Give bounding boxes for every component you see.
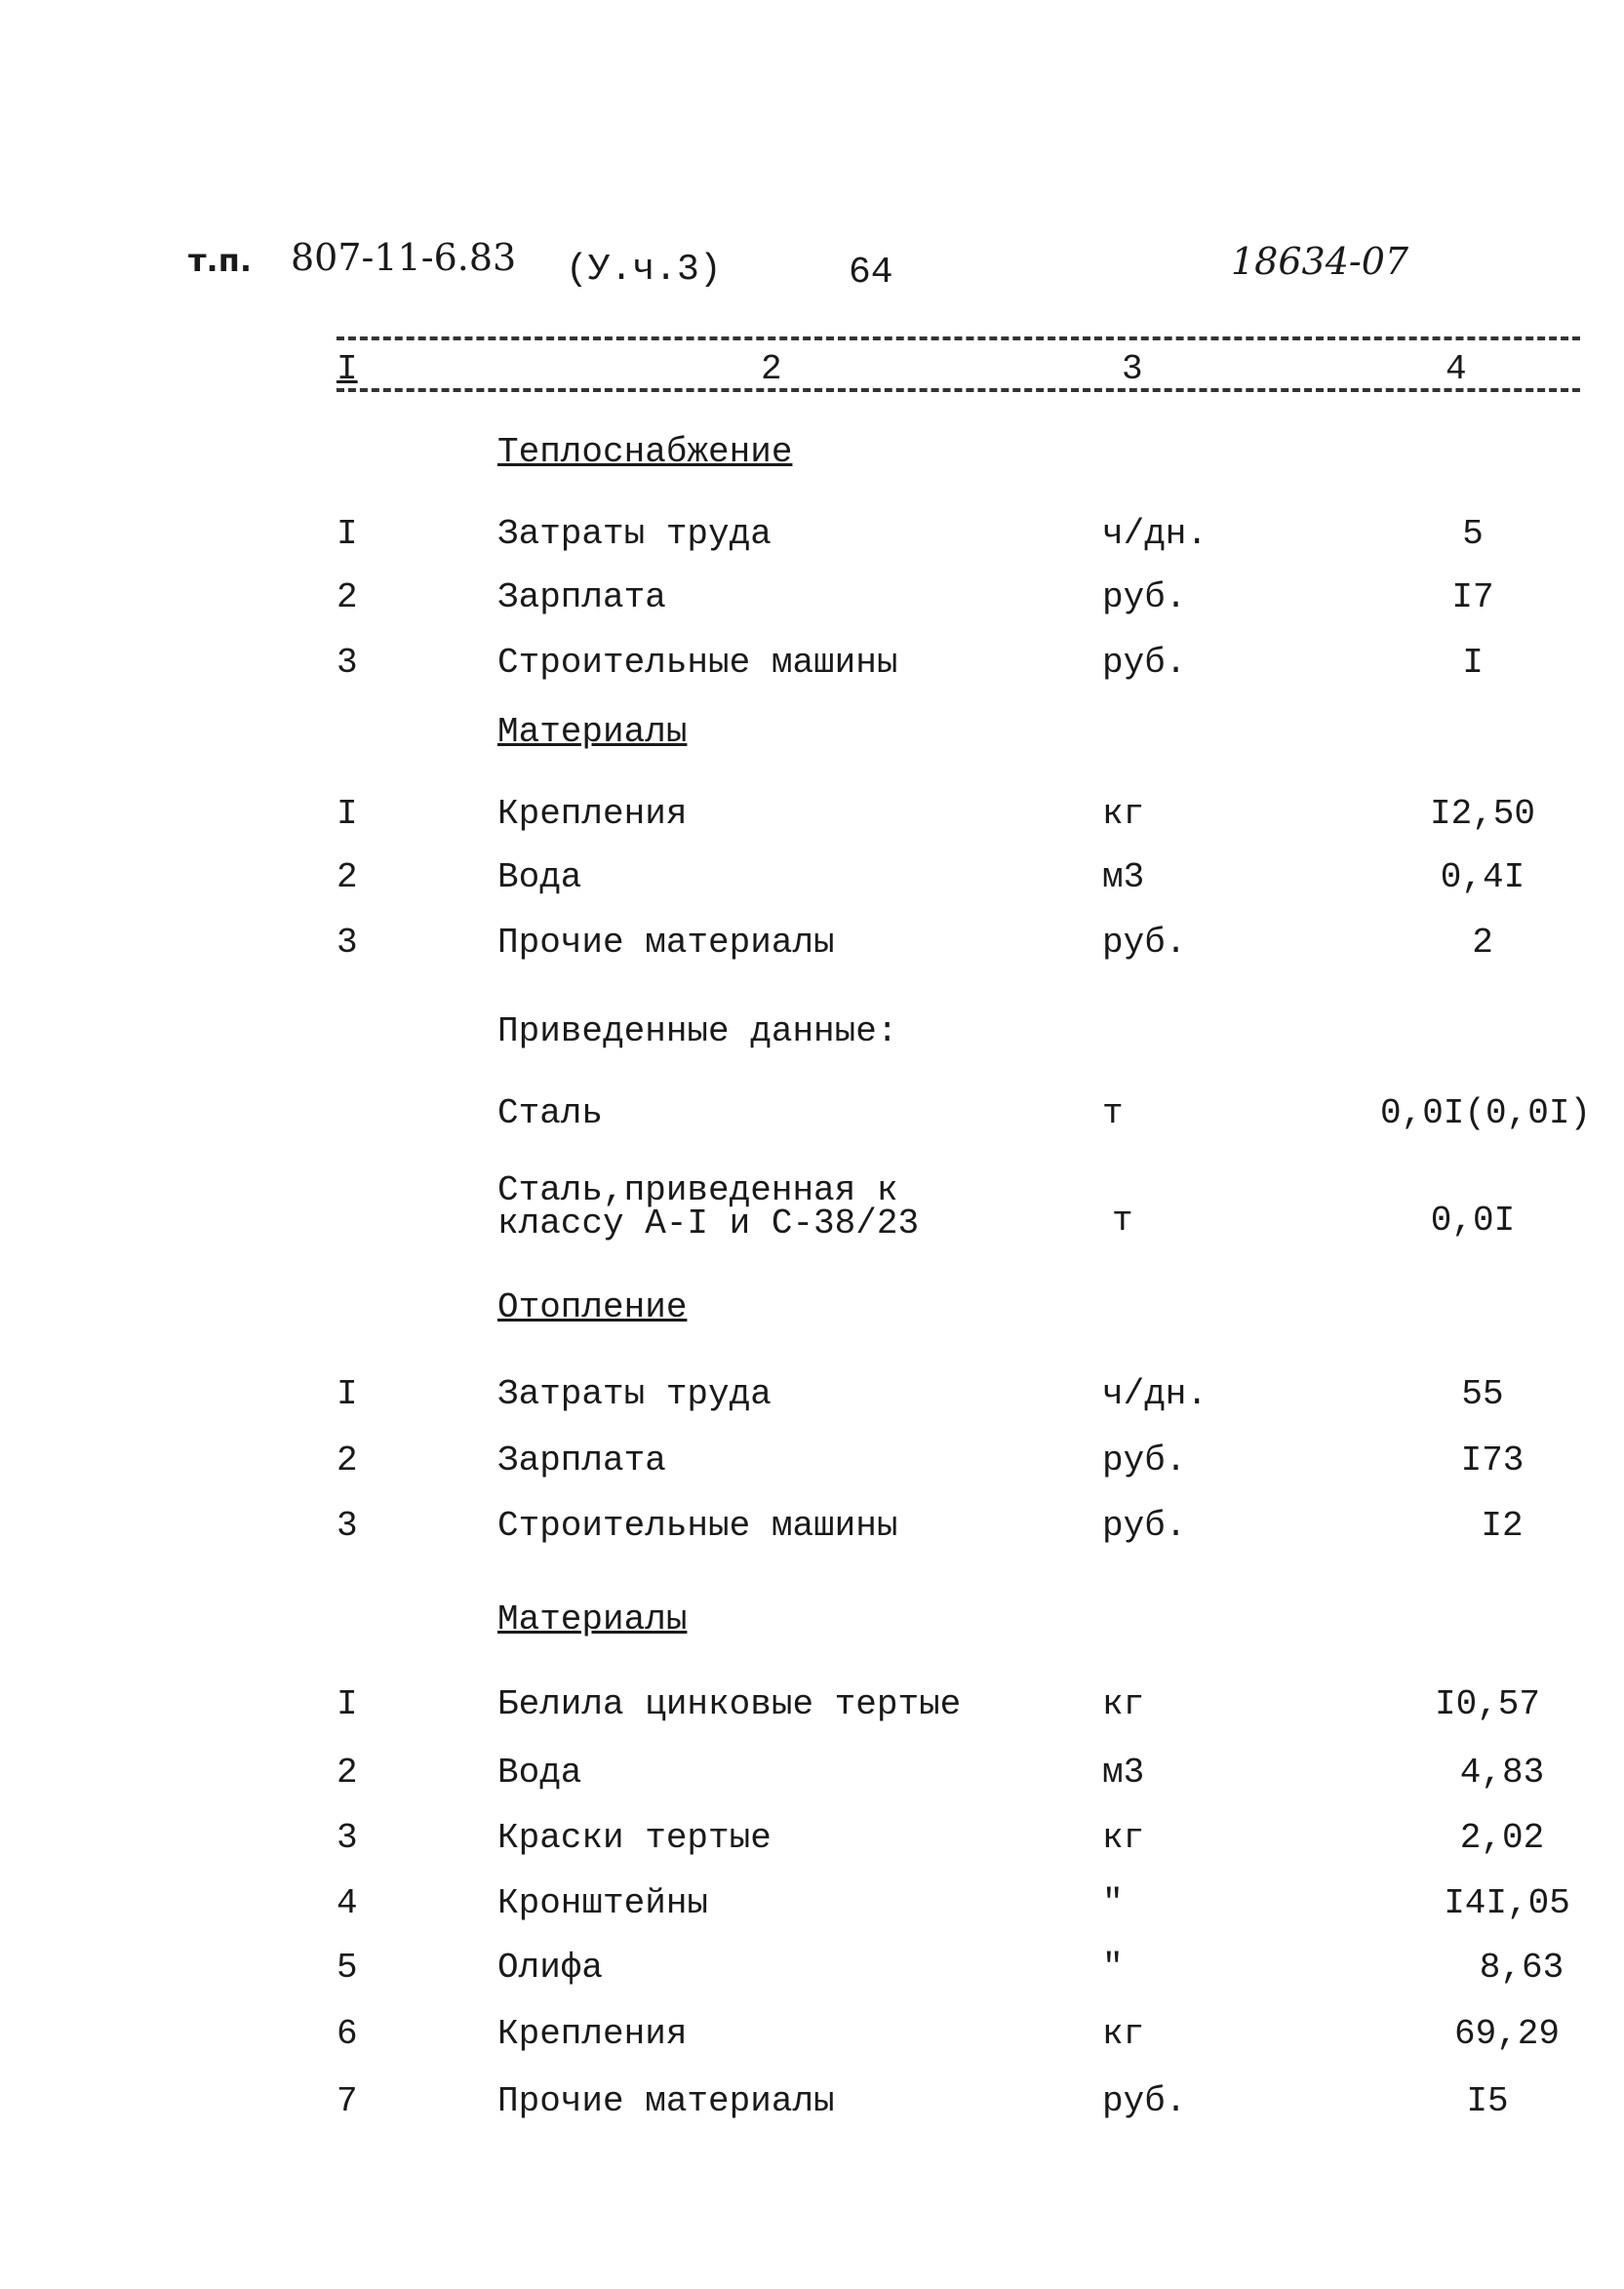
row-number: 2 xyxy=(337,1440,358,1480)
row-value: I xyxy=(1462,643,1484,683)
row-number: 2 xyxy=(337,577,358,617)
row-unit: кг xyxy=(1102,1818,1145,1858)
row-name: Строительные машины xyxy=(497,643,898,683)
column-number-1: I xyxy=(337,349,358,389)
row-value: 4,83 xyxy=(1459,1753,1545,1793)
row-value: 8,63 xyxy=(1479,1948,1565,1988)
row-value: I7 xyxy=(1451,577,1494,617)
page-number: 64 xyxy=(849,252,893,294)
reduced-data-title: Приведенные данные: xyxy=(497,1011,898,1051)
table-row xyxy=(0,515,1624,564)
row-number: 5 xyxy=(337,1948,358,1988)
table-row xyxy=(0,578,1624,627)
row-number: I xyxy=(337,794,358,834)
table-row xyxy=(0,1441,1624,1490)
row-unit: м3 xyxy=(1102,857,1145,897)
row-name: Белила цинковые тертые xyxy=(497,1684,962,1724)
table-row xyxy=(0,1094,1624,1143)
table-row xyxy=(0,2015,1624,2064)
header-top-rule xyxy=(337,336,1580,340)
row-unit: кг xyxy=(1102,1684,1145,1724)
row-name: Крепления xyxy=(497,2014,688,2054)
row-number: 7 xyxy=(337,2081,358,2121)
table-row xyxy=(0,2082,1624,2131)
row-value: 2 xyxy=(1472,923,1493,963)
row-unit: ч/дн. xyxy=(1102,514,1208,554)
row-unit: " xyxy=(1102,1948,1124,1988)
row-unit: т xyxy=(1102,1093,1124,1133)
row-number: 2 xyxy=(337,857,358,897)
row-value: I73 xyxy=(1460,1440,1525,1480)
row-unit: руб. xyxy=(1102,2081,1187,2121)
column-number-3: 3 xyxy=(1122,349,1143,389)
row-number: I xyxy=(337,1374,358,1414)
row-value: 5 xyxy=(1462,514,1484,554)
header-bottom-rule xyxy=(337,388,1580,392)
row-value: 0,4I xyxy=(1440,857,1525,897)
row-name: Вода xyxy=(497,1753,582,1793)
row-number: 3 xyxy=(337,643,358,683)
project-code: 807-11-6.83 xyxy=(291,236,517,279)
table-row xyxy=(0,1202,1624,1250)
row-unit: руб. xyxy=(1102,577,1187,617)
row-name: Вода xyxy=(497,857,582,897)
table-row xyxy=(0,1685,1624,1734)
table-row xyxy=(0,795,1624,844)
row-value: 55 xyxy=(1461,1374,1504,1414)
row-name: Краски тертые xyxy=(497,1818,772,1858)
row-name: Строительные машины xyxy=(497,1506,898,1546)
row-unit: руб. xyxy=(1102,643,1187,683)
row-name: Затраты труда xyxy=(497,1374,772,1414)
table-row xyxy=(0,924,1624,972)
row-unit: руб. xyxy=(1102,1506,1187,1546)
table-row xyxy=(0,858,1624,907)
row-value: I0,57 xyxy=(1434,1684,1541,1724)
row-value: 2,02 xyxy=(1459,1818,1545,1858)
row-number: 6 xyxy=(337,2014,358,2054)
table-row xyxy=(0,1949,1624,1997)
row-unit: кг xyxy=(1102,2014,1145,2054)
section-title-materials-1: Материалы xyxy=(497,712,688,752)
row-name: Прочие материалы xyxy=(497,923,835,963)
row-value: 0,0I(0,0I) xyxy=(1380,1093,1592,1133)
table-row xyxy=(0,1507,1624,1556)
table-row xyxy=(0,644,1624,692)
section-title-heating: Отопление xyxy=(497,1287,688,1327)
row-value: I2,50 xyxy=(1429,794,1536,834)
row-number: 3 xyxy=(337,923,358,963)
row-name: Зарплата xyxy=(497,577,666,617)
row-unit: руб. xyxy=(1102,923,1187,963)
row-name: Олифа xyxy=(497,1948,604,1988)
row-name: Крепления xyxy=(497,794,688,834)
row-number: I xyxy=(337,514,358,554)
section-title-materials-2: Материалы xyxy=(497,1599,688,1639)
row-number: 3 xyxy=(337,1506,358,1546)
row-number: 4 xyxy=(337,1883,358,1923)
tp-label: т.п. xyxy=(188,242,252,279)
table-row xyxy=(0,1819,1624,1868)
steel-reduced-name-line-1: Сталь,приведенная к xyxy=(497,1170,898,1210)
row-number: I xyxy=(337,1684,358,1724)
row-unit: т xyxy=(1112,1201,1133,1241)
row-name: Кронштейны xyxy=(497,1883,709,1923)
table-row xyxy=(0,1754,1624,1802)
row-number: 2 xyxy=(337,1753,358,1793)
row-name: Затраты труда xyxy=(497,514,772,554)
row-name: Зарплата xyxy=(497,1440,666,1480)
row-name: Прочие материалы xyxy=(497,2081,835,2121)
row-unit: руб. xyxy=(1102,1440,1187,1480)
document-number: 18634-07 xyxy=(1231,240,1409,283)
row-value: I2 xyxy=(1481,1506,1524,1546)
column-number-2: 2 xyxy=(761,349,782,389)
row-unit: ч/дн. xyxy=(1102,1374,1208,1414)
part-label: (У.ч.3) xyxy=(566,249,722,291)
row-number: 3 xyxy=(337,1818,358,1858)
row-value: I5 xyxy=(1466,2081,1509,2121)
row-value: 69,29 xyxy=(1453,2014,1561,2054)
row-value: I4I,05 xyxy=(1444,1883,1570,1923)
column-number-4: 4 xyxy=(1446,349,1467,389)
section-title-heat-supply: Теплоснабжение xyxy=(497,432,793,472)
steel-reduced-name-line-2: классу А-I и С-38/23 xyxy=(497,1204,920,1243)
row-unit: " xyxy=(1102,1883,1124,1923)
row-value: 0,0I xyxy=(1430,1201,1516,1241)
row-unit: м3 xyxy=(1102,1753,1145,1793)
table-row xyxy=(0,1375,1624,1424)
row-name: Сталь xyxy=(497,1093,604,1133)
table-row xyxy=(0,1884,1624,1933)
row-unit: кг xyxy=(1102,794,1145,834)
